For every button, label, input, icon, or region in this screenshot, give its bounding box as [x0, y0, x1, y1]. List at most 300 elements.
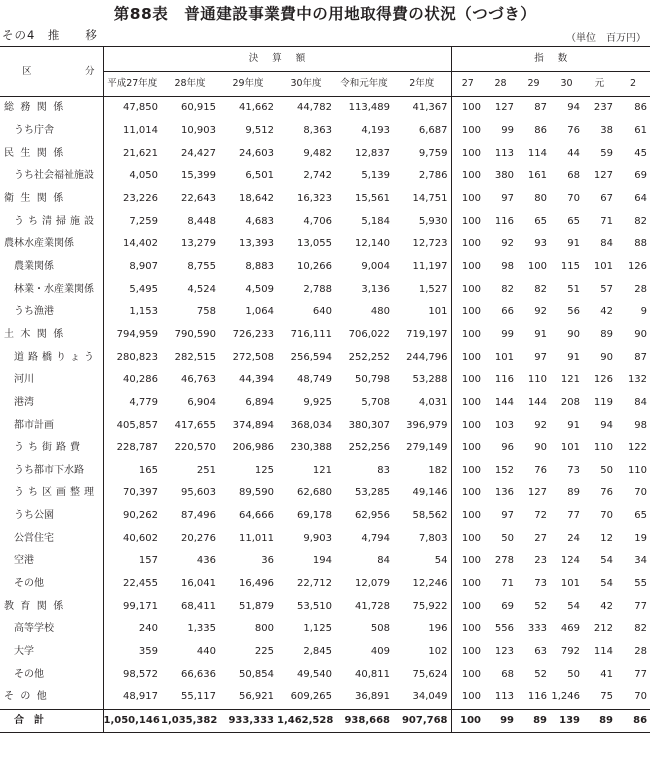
amount-cell: 113,489: [348, 102, 390, 114]
amount-cell: 23,226: [123, 192, 158, 204]
index-cell: 90: [567, 328, 581, 340]
amount-cell: 9,925: [303, 396, 332, 408]
year-header: 28年度: [161, 72, 219, 97]
row-label: 大学: [0, 641, 103, 664]
amount-cell: 8,363: [303, 124, 332, 136]
amount-cell: 5,708: [361, 396, 390, 408]
amount-cell: 409: [370, 646, 390, 658]
amount-cell: 9,759: [393, 142, 451, 165]
index-cell: 61: [634, 124, 648, 136]
amount-cell: 16,323: [297, 192, 332, 204]
amount-cell: 56,921: [239, 691, 274, 703]
index-cell: 115: [560, 260, 581, 272]
amount-cell: 6,894: [245, 396, 274, 408]
table-row: [0, 97, 650, 120]
row-label: うち庁舎: [0, 120, 103, 143]
index-cell: 101: [494, 351, 515, 363]
index-cell: 97: [501, 510, 515, 522]
amount-cell: 75,624: [393, 663, 451, 686]
amount-cell: 417,655: [174, 419, 216, 431]
amount-cell: 244,796: [393, 346, 451, 369]
row-label: 土木関係: [0, 324, 103, 347]
index-cell: 100: [461, 691, 482, 703]
row-label: うち清掃施設: [0, 210, 103, 233]
row-label: 衛生関係: [0, 188, 103, 211]
amount-cell: 5,495: [129, 283, 158, 295]
amount-cell: 53,285: [355, 487, 390, 499]
index-cell: 100: [461, 192, 482, 204]
table-row: [0, 369, 650, 392]
index-cell: 144: [494, 396, 515, 408]
amount-cell: 46,763: [181, 374, 216, 386]
index-cell: 278: [494, 555, 515, 567]
amount-cell: 10,266: [297, 260, 332, 272]
amount-cell: 8,755: [187, 260, 216, 272]
index-cell: 212: [593, 623, 614, 635]
amount-cell: 2,742: [303, 170, 332, 182]
amount-cell: 55,117: [181, 691, 216, 703]
row-label: 空港: [0, 550, 103, 573]
index-cell: 100: [527, 260, 548, 272]
amount-cell: 11,197: [393, 256, 451, 279]
year-header: 令和元年度: [335, 72, 393, 97]
amount-cell: 800: [254, 623, 274, 635]
amount-cell: 279,149: [393, 437, 451, 460]
index-cell: 100: [461, 600, 482, 612]
amount-cell: 69,178: [297, 510, 332, 522]
row-label: 合計: [0, 709, 103, 733]
index-cell: 132: [627, 374, 648, 386]
amount-cell: 13,279: [181, 238, 216, 250]
amount-cell: 18,642: [239, 192, 274, 204]
row-label: 河川: [0, 369, 103, 392]
amount-cell: 5,930: [393, 210, 451, 233]
index-cell: 82: [634, 215, 648, 227]
index-cell: 64: [634, 192, 648, 204]
index-cell: 89: [567, 487, 581, 499]
index-cell: 77: [634, 600, 648, 612]
row-label: うち街路費: [0, 437, 103, 460]
index-cell: 55: [634, 578, 648, 590]
amount-cell: 4,794: [361, 532, 390, 544]
table-row: [0, 663, 650, 686]
index-cell: 100: [461, 238, 482, 250]
row-label: うち公園: [0, 505, 103, 528]
index-cell: 67: [600, 192, 614, 204]
row-label: 農林水産業関係: [0, 233, 103, 256]
row-label: うち漁港: [0, 301, 103, 324]
index-cell: 136: [494, 487, 515, 499]
amount-cell: 49,540: [297, 668, 332, 680]
index-cell: 89: [583, 709, 616, 733]
index-cell: 110: [527, 374, 548, 386]
amount-cell: 36,891: [355, 691, 390, 703]
amount-cell: 125: [254, 464, 274, 476]
amount-cell: 14,402: [123, 238, 158, 250]
index-cell: 70: [634, 691, 648, 703]
table-row: [0, 120, 650, 143]
index-cell: 97: [534, 351, 548, 363]
index-cell: 100: [461, 464, 482, 476]
amount-cell: 758: [196, 306, 216, 318]
amount-cell: 2,788: [303, 283, 332, 295]
amount-cell: 726,233: [232, 328, 274, 340]
page-title: 第88表 普通建設事業費中の用地取得費の状況（つづき）: [113, 5, 537, 23]
amount-cell: 7,803: [393, 527, 451, 550]
amount-cell: 11,014: [123, 124, 158, 136]
index-cell: 91: [534, 328, 548, 340]
amount-cell: 98,572: [123, 668, 158, 680]
amount-cell: 41,662: [239, 102, 274, 114]
index-cell: 54: [567, 600, 581, 612]
index-cell: 9: [640, 306, 648, 318]
index-cell: 52: [534, 668, 548, 680]
index-cell: 110: [627, 464, 648, 476]
index-cell: 100: [461, 510, 482, 522]
index-cell: 100: [461, 532, 482, 544]
index-cell: 100: [461, 260, 482, 272]
row-label: その他: [0, 686, 103, 709]
amount-cell: 24,427: [181, 147, 216, 159]
index-cell: 100: [451, 709, 484, 733]
index-cell: 100: [461, 351, 482, 363]
amount-cell: 48,917: [123, 691, 158, 703]
amount-cell: 794,959: [116, 328, 158, 340]
amount-cell: 51,879: [239, 600, 274, 612]
table-row: [0, 414, 650, 437]
amount-cell: 50,798: [355, 374, 390, 386]
index-cell: 94: [567, 102, 581, 114]
index-cell: 100: [461, 306, 482, 318]
year-header: 29年度: [219, 72, 277, 97]
index-cell: 42: [600, 600, 614, 612]
index-cell: 84: [634, 396, 648, 408]
amount-cell: 240: [138, 623, 158, 635]
index-year-header: 29: [517, 72, 550, 97]
row-label: 民生関係: [0, 142, 103, 165]
amount-cell: 47,850: [123, 102, 158, 114]
index-cell: 1,246: [551, 691, 581, 703]
index-cell: 57: [600, 283, 614, 295]
amount-cell: 228,787: [116, 442, 158, 454]
index-cell: 86: [616, 709, 650, 733]
index-cell: 45: [634, 147, 648, 159]
row-label: うち区画整理: [0, 482, 103, 505]
amount-cell: 6,687: [393, 120, 451, 143]
table-row: [0, 142, 650, 165]
table-body: [0, 97, 650, 733]
table-row: [0, 437, 650, 460]
amount-cell: 10,903: [181, 124, 216, 136]
index-year-header: 2: [616, 72, 650, 97]
index-cell: 63: [534, 646, 548, 658]
amount-cell: 53,288: [393, 369, 451, 392]
amount-cell: 9,903: [303, 532, 332, 544]
row-label: 公営住宅: [0, 527, 103, 550]
index-cell: 100: [461, 396, 482, 408]
table-row: [0, 595, 650, 618]
index-cell: 50: [501, 532, 515, 544]
index-cell: 42: [600, 306, 614, 318]
index-cell: 124: [560, 555, 581, 567]
index-cell: 54: [600, 578, 614, 590]
amount-cell: 252,256: [348, 442, 390, 454]
index-cell: 556: [494, 623, 515, 635]
amount-cell: 6,904: [187, 396, 216, 408]
index-cell: 100: [461, 487, 482, 499]
index-header: 指数: [451, 47, 650, 72]
index-cell: 103: [494, 419, 515, 431]
amount-cell: 44,782: [297, 102, 332, 114]
amount-cell: 165: [138, 464, 158, 476]
index-cell: 68: [501, 668, 515, 680]
amount-cell: 640: [312, 306, 332, 318]
table-row: [0, 392, 650, 415]
index-cell: 100: [461, 170, 482, 182]
index-cell: 71: [501, 578, 515, 590]
index-cell: 139: [550, 709, 583, 733]
amount-cell: 64,666: [239, 510, 274, 522]
amount-cell: 9,482: [303, 147, 332, 159]
index-cell: 77: [567, 510, 581, 522]
index-cell: 75: [600, 691, 614, 703]
amount-cell: 21,621: [123, 147, 158, 159]
index-cell: 88: [634, 238, 648, 250]
amount-cell: 54: [393, 550, 451, 573]
amount-cell: 5,139: [361, 170, 390, 182]
table-row: [0, 346, 650, 369]
amount-cell: 16,041: [181, 578, 216, 590]
index-year-header: 27: [451, 72, 484, 97]
amount-cell: 12,837: [355, 147, 390, 159]
index-cell: 91: [567, 419, 581, 431]
index-cell: 100: [461, 646, 482, 658]
amount-cell: 13,055: [297, 238, 332, 250]
amount-cell: 87,496: [181, 510, 216, 522]
index-cell: 90: [534, 442, 548, 454]
amount-cell: 89,590: [239, 487, 274, 499]
amount-cell: 49,146: [393, 482, 451, 505]
table-row: [0, 188, 650, 211]
amount-cell: 12,723: [393, 233, 451, 256]
index-cell: 84: [600, 238, 614, 250]
index-cell: 92: [534, 419, 548, 431]
amount-cell: 1,125: [303, 623, 332, 635]
amount-cell: 4,683: [245, 215, 274, 227]
settlement-header: 決算額: [103, 47, 451, 72]
amount-cell: 58,562: [393, 505, 451, 528]
index-cell: 51: [567, 283, 581, 295]
amount-cell: 68,411: [181, 600, 216, 612]
index-cell: 87: [634, 351, 648, 363]
index-cell: 144: [527, 396, 548, 408]
index-cell: 34: [634, 555, 648, 567]
index-cell: 82: [534, 283, 548, 295]
index-cell: 52: [534, 600, 548, 612]
amount-cell: 4,050: [129, 170, 158, 182]
index-cell: 469: [560, 623, 581, 635]
index-year-header: 30: [550, 72, 583, 97]
row-label: うち社会福祉施設: [0, 165, 103, 188]
index-cell: 99: [484, 709, 517, 733]
index-cell: 97: [501, 192, 515, 204]
amount-cell: 4,193: [361, 124, 390, 136]
total-row: [0, 709, 650, 733]
amount-cell: 359: [138, 646, 158, 658]
amount-cell: 41,367: [393, 97, 451, 120]
amount-cell: 50,854: [239, 668, 274, 680]
row-label: 港湾: [0, 392, 103, 415]
index-cell: 91: [567, 238, 581, 250]
amount-cell: 75,922: [393, 595, 451, 618]
amount-cell: 20,276: [181, 532, 216, 544]
index-cell: 12: [600, 532, 614, 544]
table-row: [0, 686, 650, 709]
index-cell: 113: [494, 691, 515, 703]
amount-cell: 83: [377, 464, 390, 476]
index-cell: 123: [494, 646, 515, 658]
index-cell: 99: [501, 328, 515, 340]
index-cell: 126: [627, 260, 648, 272]
index-cell: 99: [501, 124, 515, 136]
amount-cell: 60,915: [181, 102, 216, 114]
table-row: [0, 641, 650, 664]
amount-cell: 24,603: [239, 147, 274, 159]
index-cell: 116: [494, 374, 515, 386]
amount-cell: 440: [196, 646, 216, 658]
index-cell: 116: [527, 691, 548, 703]
year-header: 平成27年度: [103, 72, 161, 97]
index-cell: 73: [567, 464, 581, 476]
amount-cell: 1,335: [187, 623, 216, 635]
amount-cell: 16,496: [239, 578, 274, 590]
index-cell: 89: [600, 328, 614, 340]
amount-cell: 196: [393, 618, 451, 641]
index-cell: 152: [494, 464, 515, 476]
index-cell: 114: [593, 646, 614, 658]
index-cell: 69: [501, 600, 515, 612]
amount-cell: 280,823: [116, 351, 158, 363]
amount-cell: 34,049: [393, 686, 451, 709]
index-cell: 333: [527, 623, 548, 635]
index-cell: 73: [534, 578, 548, 590]
amount-cell: 11,011: [239, 532, 274, 544]
amount-cell: 4,779: [129, 396, 158, 408]
index-year-header: 28: [484, 72, 517, 97]
index-cell: 76: [534, 464, 548, 476]
index-cell: 127: [494, 102, 515, 114]
amount-cell: 8,883: [245, 260, 274, 272]
amount-cell: 251: [196, 464, 216, 476]
amount-cell: 40,286: [123, 374, 158, 386]
amount-cell: 790,590: [174, 328, 216, 340]
amount-cell: 252,252: [348, 351, 390, 363]
table-row: [0, 460, 650, 483]
index-cell: 208: [560, 396, 581, 408]
index-cell: 101: [560, 578, 581, 590]
table-row: [0, 324, 650, 347]
amount-cell: 5,184: [361, 215, 390, 227]
index-cell: 56: [567, 306, 581, 318]
index-cell: 100: [461, 668, 482, 680]
amount-cell: 95,603: [181, 487, 216, 499]
year-header: 2年度: [393, 72, 451, 97]
amount-cell: 8,907: [129, 260, 158, 272]
amount-cell: 40,811: [355, 668, 390, 680]
index-cell: 380: [494, 170, 515, 182]
amount-cell: 256,594: [290, 351, 332, 363]
index-cell: 59: [600, 147, 614, 159]
amount-cell: 282,515: [174, 351, 216, 363]
row-label: その他: [0, 663, 103, 686]
data-table: [0, 46, 650, 733]
row-label: 高等学校: [0, 618, 103, 641]
amount-cell: 225: [254, 646, 274, 658]
table-row: [0, 527, 650, 550]
index-cell: 126: [593, 374, 614, 386]
index-cell: 92: [501, 238, 515, 250]
index-cell: 127: [527, 487, 548, 499]
index-year-header: 元: [583, 72, 616, 97]
amount-cell: 220,570: [174, 442, 216, 454]
table-row: [0, 165, 650, 188]
header-row-group: [0, 47, 650, 72]
index-cell: 100: [461, 124, 482, 136]
index-cell: 82: [501, 283, 515, 295]
index-cell: 90: [634, 328, 648, 340]
index-cell: 101: [593, 260, 614, 272]
index-cell: 113: [494, 147, 515, 159]
index-cell: 80: [534, 192, 548, 204]
index-cell: 100: [461, 328, 482, 340]
table-row: [0, 505, 650, 528]
amount-cell: 1,527: [393, 278, 451, 301]
index-cell: 28: [634, 646, 648, 658]
amount-cell: 7,259: [129, 215, 158, 227]
index-cell: 91: [567, 351, 581, 363]
table-row: [0, 550, 650, 573]
row-label: 農業関係: [0, 256, 103, 279]
amount-cell: 84: [377, 555, 390, 567]
amount-cell: 8,448: [187, 215, 216, 227]
index-cell: 71: [600, 215, 614, 227]
index-cell: 70: [600, 510, 614, 522]
amount-cell: 101: [393, 301, 451, 324]
amount-cell: 44,394: [239, 374, 274, 386]
index-cell: 237: [593, 102, 614, 114]
amount-cell: 66,636: [181, 668, 216, 680]
section-subtitle: その4 推 移: [2, 28, 98, 42]
amount-cell: 3,136: [361, 283, 390, 295]
index-cell: 87: [534, 102, 548, 114]
table-row: [0, 278, 650, 301]
amount-cell: 194: [312, 555, 332, 567]
table-row: [0, 482, 650, 505]
row-label: 道路橋りょう: [0, 346, 103, 369]
amount-cell: 40,602: [123, 532, 158, 544]
table-row: [0, 301, 650, 324]
index-cell: 28: [634, 283, 648, 295]
table-row: [0, 618, 650, 641]
amount-cell: 206,986: [232, 442, 274, 454]
amount-cell: 933,333: [219, 709, 277, 733]
amount-cell: 719,197: [393, 324, 451, 347]
amount-cell: 41,728: [355, 600, 390, 612]
table-row: [0, 573, 650, 596]
index-cell: 70: [567, 192, 581, 204]
index-cell: 76: [567, 124, 581, 136]
amount-cell: 90,262: [123, 510, 158, 522]
